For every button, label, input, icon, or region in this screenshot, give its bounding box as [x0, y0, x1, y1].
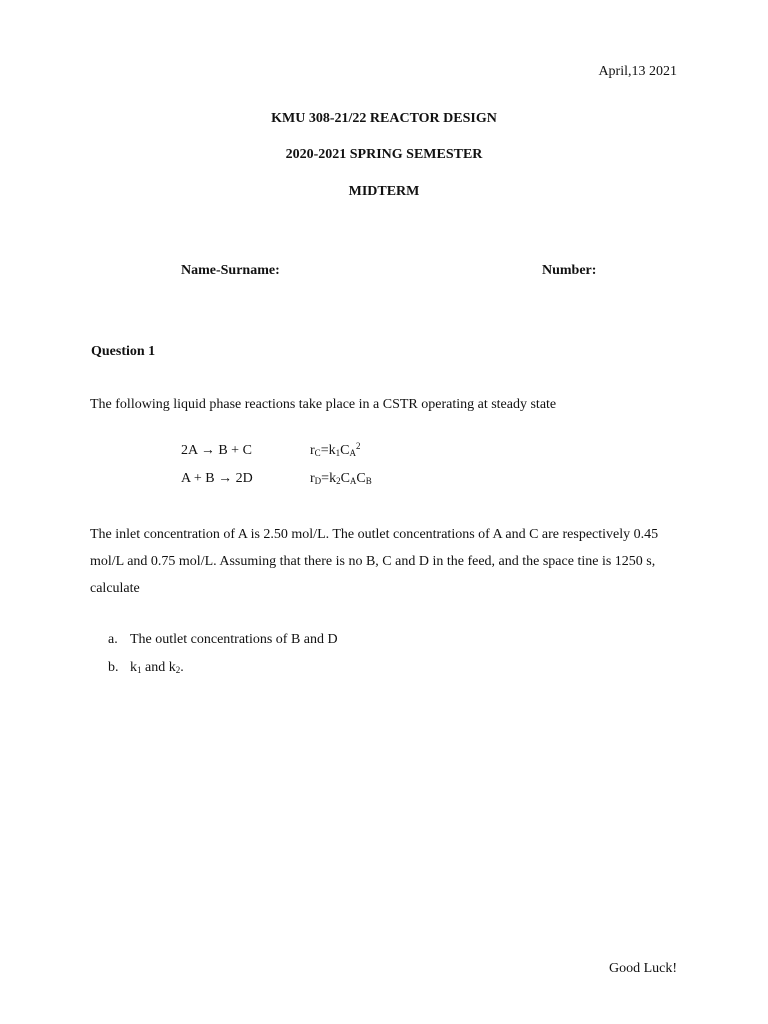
semester-title: 2020-2021 SPRING SEMESTER [285, 147, 483, 162]
reaction-1-rate [310, 443, 360, 459]
list-item-text: The outlet concentrations of B and D [130, 632, 338, 647]
question-body: The inlet concentration of A is 2.50 mol/L. The outlet concentrations of A and C are respectively 0.45 mol/L and 0.75 mol/L. Assuming that there is no B, C and D in the feed, and the space tine is 1250 s, calculate [90, 527, 659, 596]
rate-subscript: D [314, 476, 322, 486]
reaction-2-equation [181, 471, 253, 487]
list-marker: a. [108, 632, 118, 647]
question-title: Question 1 [91, 344, 156, 359]
rate-subscript: C [314, 448, 321, 458]
concentration-symbol: C [340, 443, 350, 458]
k-subscript-1: 1 [137, 665, 142, 675]
item-end: . [180, 660, 184, 675]
rate-constant-k: k [130, 660, 137, 675]
reaction-arrow: → [200, 443, 215, 458]
course-title: KMU 308-21/22 REACTOR DESIGN [271, 111, 497, 126]
concentration-subscript: A [349, 448, 356, 458]
rate-symbol: r [310, 471, 315, 486]
rate-constant-subscript: 1 [335, 448, 341, 458]
reaction-1-left: 2A [181, 443, 198, 458]
reaction-2-rate [310, 471, 372, 487]
and-k: and k [141, 660, 176, 675]
rate-constant: =k [320, 443, 336, 458]
name-surname-label: Name-Surname: [181, 263, 280, 278]
closing-text: Good Luck! [608, 961, 677, 976]
list-item-text [130, 660, 184, 676]
reaction-2-left: A + B [181, 471, 215, 486]
concentration-exponent: 2 [355, 441, 361, 451]
rate-constant-subscript: 2 [336, 476, 341, 486]
reaction-arrow: → [218, 471, 233, 486]
list-marker: b. [108, 660, 119, 675]
rate-symbol: r [310, 443, 315, 458]
exam-title: MIDTERM [348, 184, 420, 199]
rate-constant: =k [321, 471, 337, 486]
concentration-subscript: A [349, 476, 357, 486]
concentration-symbol: C [356, 471, 366, 486]
reaction-1-equation [181, 443, 252, 459]
k-subscript-2: 2 [175, 665, 181, 675]
number-label: Number: [542, 263, 597, 278]
concentration-subscript: B [365, 476, 372, 486]
reaction-1-right: B + C [218, 443, 252, 458]
question-intro: The following liquid phase reactions take place in a CSTR operating at steady state [90, 397, 557, 412]
exam-date: April,13 2021 [598, 64, 677, 79]
concentration-symbol: C [340, 471, 350, 486]
reaction-2-right: 2D [235, 471, 253, 486]
